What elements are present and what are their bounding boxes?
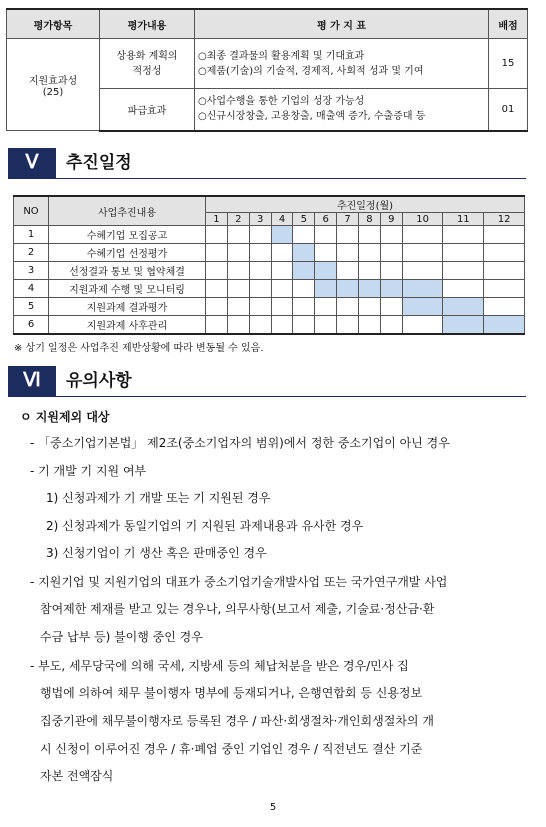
note-subitem: 2) 신청과제가 동일기업의 기 지원된 과제내용과 유사한 경우 (46, 519, 364, 533)
col-header-indicator: 평 가 지 표 (195, 9, 489, 39)
schedule-task: 지원과제 수행 및 모니터링 (49, 280, 206, 298)
schedule-empty-cell (359, 298, 381, 316)
schedule-empty-cell (443, 244, 484, 262)
schedule-empty-cell (271, 280, 293, 298)
schedule-empty-cell (337, 226, 359, 244)
eval-category-cell (7, 39, 100, 131)
note-item: - 부도, 세무당국에 의해 국세, 지방세 등의 체납처분을 받은 경우/민사 집 (30, 659, 409, 673)
schedule-empty-cell (337, 262, 359, 280)
schedule-empty-cell (402, 244, 443, 262)
month-header: 9 (380, 213, 402, 226)
schedule-bar-cell (484, 316, 525, 335)
section-number: Ⅴ (8, 148, 56, 178)
schedule-empty-cell (380, 244, 402, 262)
schedule-empty-cell (402, 262, 443, 280)
col-header-period: 추진일정(월) (206, 196, 525, 213)
schedule-no: 6 (14, 316, 49, 335)
col-header-item: 평가항목 (7, 9, 100, 39)
schedule-empty-cell (249, 262, 271, 280)
note-item-cont: 시 신청이 이루어진 경우 / 휴·폐업 중인 기업인 경우 / 직전년도 결산 기준 (40, 742, 423, 756)
schedule-empty-cell (206, 316, 228, 335)
col-header-no: NO (14, 196, 49, 226)
month-header: 2 (227, 213, 249, 226)
schedule-empty-cell (359, 316, 381, 335)
schedule-empty-cell (293, 298, 315, 316)
schedule-no: 1 (14, 226, 49, 244)
eval-content: 파급효과 (100, 89, 195, 131)
schedule-empty-cell (380, 262, 402, 280)
schedule-empty-cell (227, 244, 249, 262)
section-header-notes (8, 366, 526, 397)
schedule-empty-cell (337, 316, 359, 335)
schedule-empty-cell (484, 226, 525, 244)
schedule-empty-cell (227, 226, 249, 244)
schedule-empty-cell (293, 316, 315, 335)
schedule-bar-cell (359, 280, 381, 298)
col-header-content: 평가내용 (100, 9, 195, 39)
schedule-no: 3 (14, 262, 49, 280)
schedule-empty-cell (484, 244, 525, 262)
page-number: 5 (269, 802, 277, 813)
month-header: 4 (271, 213, 293, 226)
evaluation-table (6, 8, 528, 132)
col-header-task: 사업추진내용 (49, 196, 206, 226)
indicator-line: ○최종 결과물의 활용계획 및 기대효과 (198, 50, 365, 62)
col-header-score: 배점 (489, 9, 528, 39)
month-header: 6 (315, 213, 337, 226)
month-header: 3 (249, 213, 271, 226)
schedule-empty-cell (249, 316, 271, 335)
schedule-empty-cell (249, 244, 271, 262)
schedule-row (14, 298, 525, 316)
schedule-bar-cell (402, 280, 443, 298)
eval-category-score: (25) (42, 86, 64, 98)
schedule-task: 지원과제 사후관리 (49, 316, 206, 335)
schedule-empty-cell (206, 262, 228, 280)
schedule-empty-cell (315, 226, 337, 244)
schedule-empty-cell (227, 316, 249, 335)
section-title: 추진일정 (66, 153, 132, 173)
schedule-empty-cell (315, 244, 337, 262)
schedule-empty-cell (249, 226, 271, 244)
schedule-empty-cell (206, 280, 228, 298)
schedule-empty-cell (227, 280, 249, 298)
schedule-empty-cell (337, 298, 359, 316)
month-header: 7 (337, 213, 359, 226)
schedule-empty-cell (227, 262, 249, 280)
schedule-empty-cell (293, 226, 315, 244)
schedule-no: 4 (14, 280, 49, 298)
note-item: - 「중소기업기본법」 제2조(중소기업자의 범위)에서 정한 중소기업이 아닌 경우 (30, 436, 450, 450)
schedule-table (13, 195, 525, 335)
schedule-empty-cell (402, 316, 443, 335)
schedule-bar-cell (293, 244, 315, 262)
schedule-row (14, 280, 525, 298)
schedule-task: 지원과제 결과평가 (49, 298, 206, 316)
note-item-cont: 행법에 의하여 채무 불이행자 명부에 등재되거나, 은행연합회 등 신용정보 (40, 686, 423, 700)
note-item-cont: 수금 납부 등) 불이행 중인 경우 (40, 630, 203, 644)
schedule-empty-cell (380, 226, 402, 244)
schedule-empty-cell (380, 316, 402, 335)
schedule-row (14, 226, 525, 244)
section-number: Ⅵ (8, 366, 56, 396)
schedule-bar-cell (380, 280, 402, 298)
indicator-line: ○제품(기술)의 기술적, 경제적, 사회적 성과 및 기여 (198, 65, 424, 77)
note-item: - 지원기업 및 지원기업의 대표가 중소기업기술개발사업 또는 국가연구개발 사업 (30, 575, 448, 589)
schedule-empty-cell (271, 316, 293, 335)
eval-score: 01 (489, 89, 528, 131)
schedule-empty-cell (380, 298, 402, 316)
schedule-note: ※ 상기 일정은 사업추진 제반상황에 따라 변동될 수 있음. (14, 343, 264, 354)
schedule-bar-cell (271, 226, 293, 244)
indicator-line: ○사업수행을 통한 기업의 성장 가능성 (198, 96, 365, 108)
section-title: 유의사항 (66, 371, 132, 391)
schedule-bar-cell (337, 280, 359, 298)
note-subitem: 1) 신청과제가 기 개발 또는 기 지원된 경우 (46, 491, 271, 505)
schedule-no: 2 (14, 244, 49, 262)
note-subitem: 3) 신청기업이 기 생산 혹은 판매중인 경우 (46, 546, 267, 560)
month-header: 10 (402, 213, 443, 226)
schedule-row (14, 262, 525, 280)
schedule-empty-cell (249, 280, 271, 298)
notes-heading: ㅇ 지원제외 대상 (20, 410, 110, 424)
schedule-empty-cell (359, 226, 381, 244)
schedule-empty-cell (359, 262, 381, 280)
schedule-empty-cell (337, 244, 359, 262)
eval-content: 상용화 계획의 적정성 (100, 39, 195, 89)
schedule-empty-cell (206, 244, 228, 262)
eval-score: 15 (489, 39, 528, 89)
month-header: 11 (443, 213, 484, 226)
schedule-empty-cell (484, 280, 525, 298)
schedule-empty-cell (249, 298, 271, 316)
month-header: 1 (206, 213, 228, 226)
schedule-empty-cell (402, 226, 443, 244)
schedule-row (14, 316, 525, 335)
schedule-empty-cell (271, 244, 293, 262)
schedule-task: 수혜기업 선정평가 (49, 244, 206, 262)
schedule-bar-cell (443, 298, 484, 316)
schedule-empty-cell (293, 280, 315, 298)
month-header: 12 (484, 213, 525, 226)
schedule-bar-cell (315, 262, 337, 280)
schedule-task: 수혜기업 모집공고 (49, 226, 206, 244)
section-header-schedule (8, 148, 526, 179)
schedule-empty-cell (206, 226, 228, 244)
schedule-task: 선정결과 통보 및 협약체결 (49, 262, 206, 280)
schedule-empty-cell (443, 226, 484, 244)
schedule-empty-cell (206, 298, 228, 316)
indicator-line: ○신규시장창출, 고용창출, 매출액 증가, 수출증대 등 (198, 111, 426, 123)
schedule-empty-cell (315, 316, 337, 335)
schedule-empty-cell (315, 298, 337, 316)
schedule-bar-cell (402, 298, 443, 316)
schedule-empty-cell (271, 298, 293, 316)
schedule-row (14, 244, 525, 262)
eval-category: 지원효과성 (28, 75, 78, 87)
schedule-empty-cell (227, 298, 249, 316)
schedule-empty-cell (443, 280, 484, 298)
note-item-cont: 집중기관에 채무불이행자로 등록된 경우 / 파산·회생절차·개인회생절차의 개 (40, 714, 434, 728)
month-header: 5 (293, 213, 315, 226)
schedule-empty-cell (443, 262, 484, 280)
note-item-cont: 참여제한 제재를 받고 있는 경우나, 의무사항(보고서 제출, 기술료·정산금·환 (40, 602, 435, 616)
schedule-empty-cell (484, 298, 525, 316)
schedule-empty-cell (484, 262, 525, 280)
eval-indicators (195, 39, 489, 89)
schedule-empty-cell (359, 244, 381, 262)
note-item-cont: 자본 전액잠식 (40, 769, 114, 783)
schedule-bar-cell (315, 280, 337, 298)
month-header: 8 (359, 213, 381, 226)
schedule-empty-cell (271, 262, 293, 280)
schedule-no: 5 (14, 298, 49, 316)
schedule-bar-cell (293, 262, 315, 280)
schedule-bar-cell (443, 316, 484, 335)
eval-indicators (195, 89, 489, 131)
note-item: - 기 개발 기 지원 여부 (30, 464, 147, 478)
